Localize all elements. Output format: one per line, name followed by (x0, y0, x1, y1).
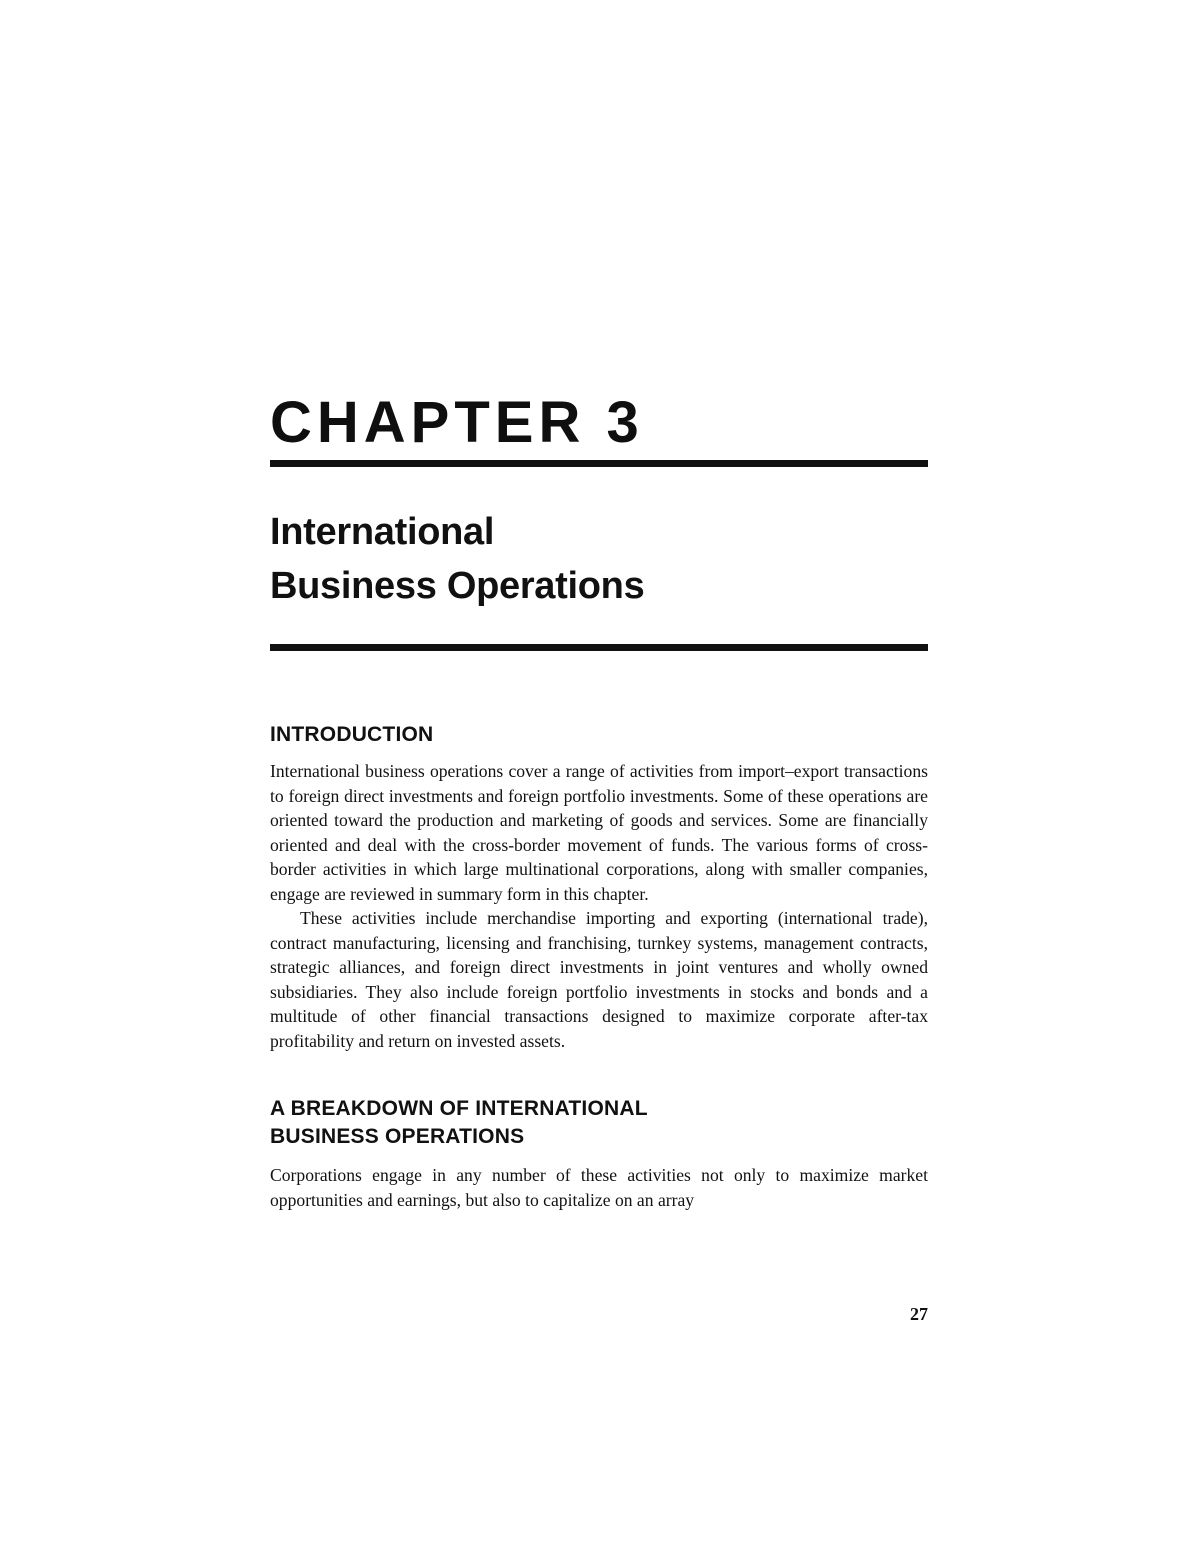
chapter-title-line1: International (270, 511, 495, 553)
chapter-title-line2: Business Operations (270, 565, 645, 607)
section-heading-breakdown-line2: BUSINESS OPERATIONS (270, 1125, 525, 1148)
intro-paragraph-1: International business operations cover a range of activities from import–export transactions to foreign direct investments and foreign portfolio investments. Some of these operations are oriented toward the production and marketing of goods and services. Some are financially oriented and deal with the cross-border movement of funds. The various forms of cross-border activities in which large multinational corporations, along with smaller companies, engage are reviewed in summary form in this chapter. (270, 761, 928, 904)
section-heading-introduction: INTRODUCTION (270, 723, 434, 746)
chapter-rule-bottom (270, 644, 928, 651)
breakdown-paragraph-1: Corporations engage in any number of these activities not only to maximize market opportunities and earnings, but also to capitalize on an array (270, 1165, 928, 1210)
chapter-label: CHAPTER 3 (270, 390, 644, 455)
chapter-rule-top (270, 460, 928, 467)
section-heading-breakdown-line1: A BREAKDOWN OF INTERNATIONAL (270, 1097, 648, 1120)
page-number: 27 (910, 1304, 928, 1324)
page-content (270, 390, 928, 1212)
section-heading-breakdown (270, 1095, 928, 1151)
chapter-title (270, 505, 928, 613)
intro-paragraph-2: These activities include merchandise importing and exporting (international trade), contract manufacturing, licensing and franchising, turnkey systems, management contracts, strategic alliances, and foreign direct investments in joint ventures and wholly owned subsidiaries. They also include foreign portfolio investments in stocks and bonds and a multitude of other financial transactions designed to maximize corporate after-tax profitability and return on invested assets. (270, 908, 928, 1051)
